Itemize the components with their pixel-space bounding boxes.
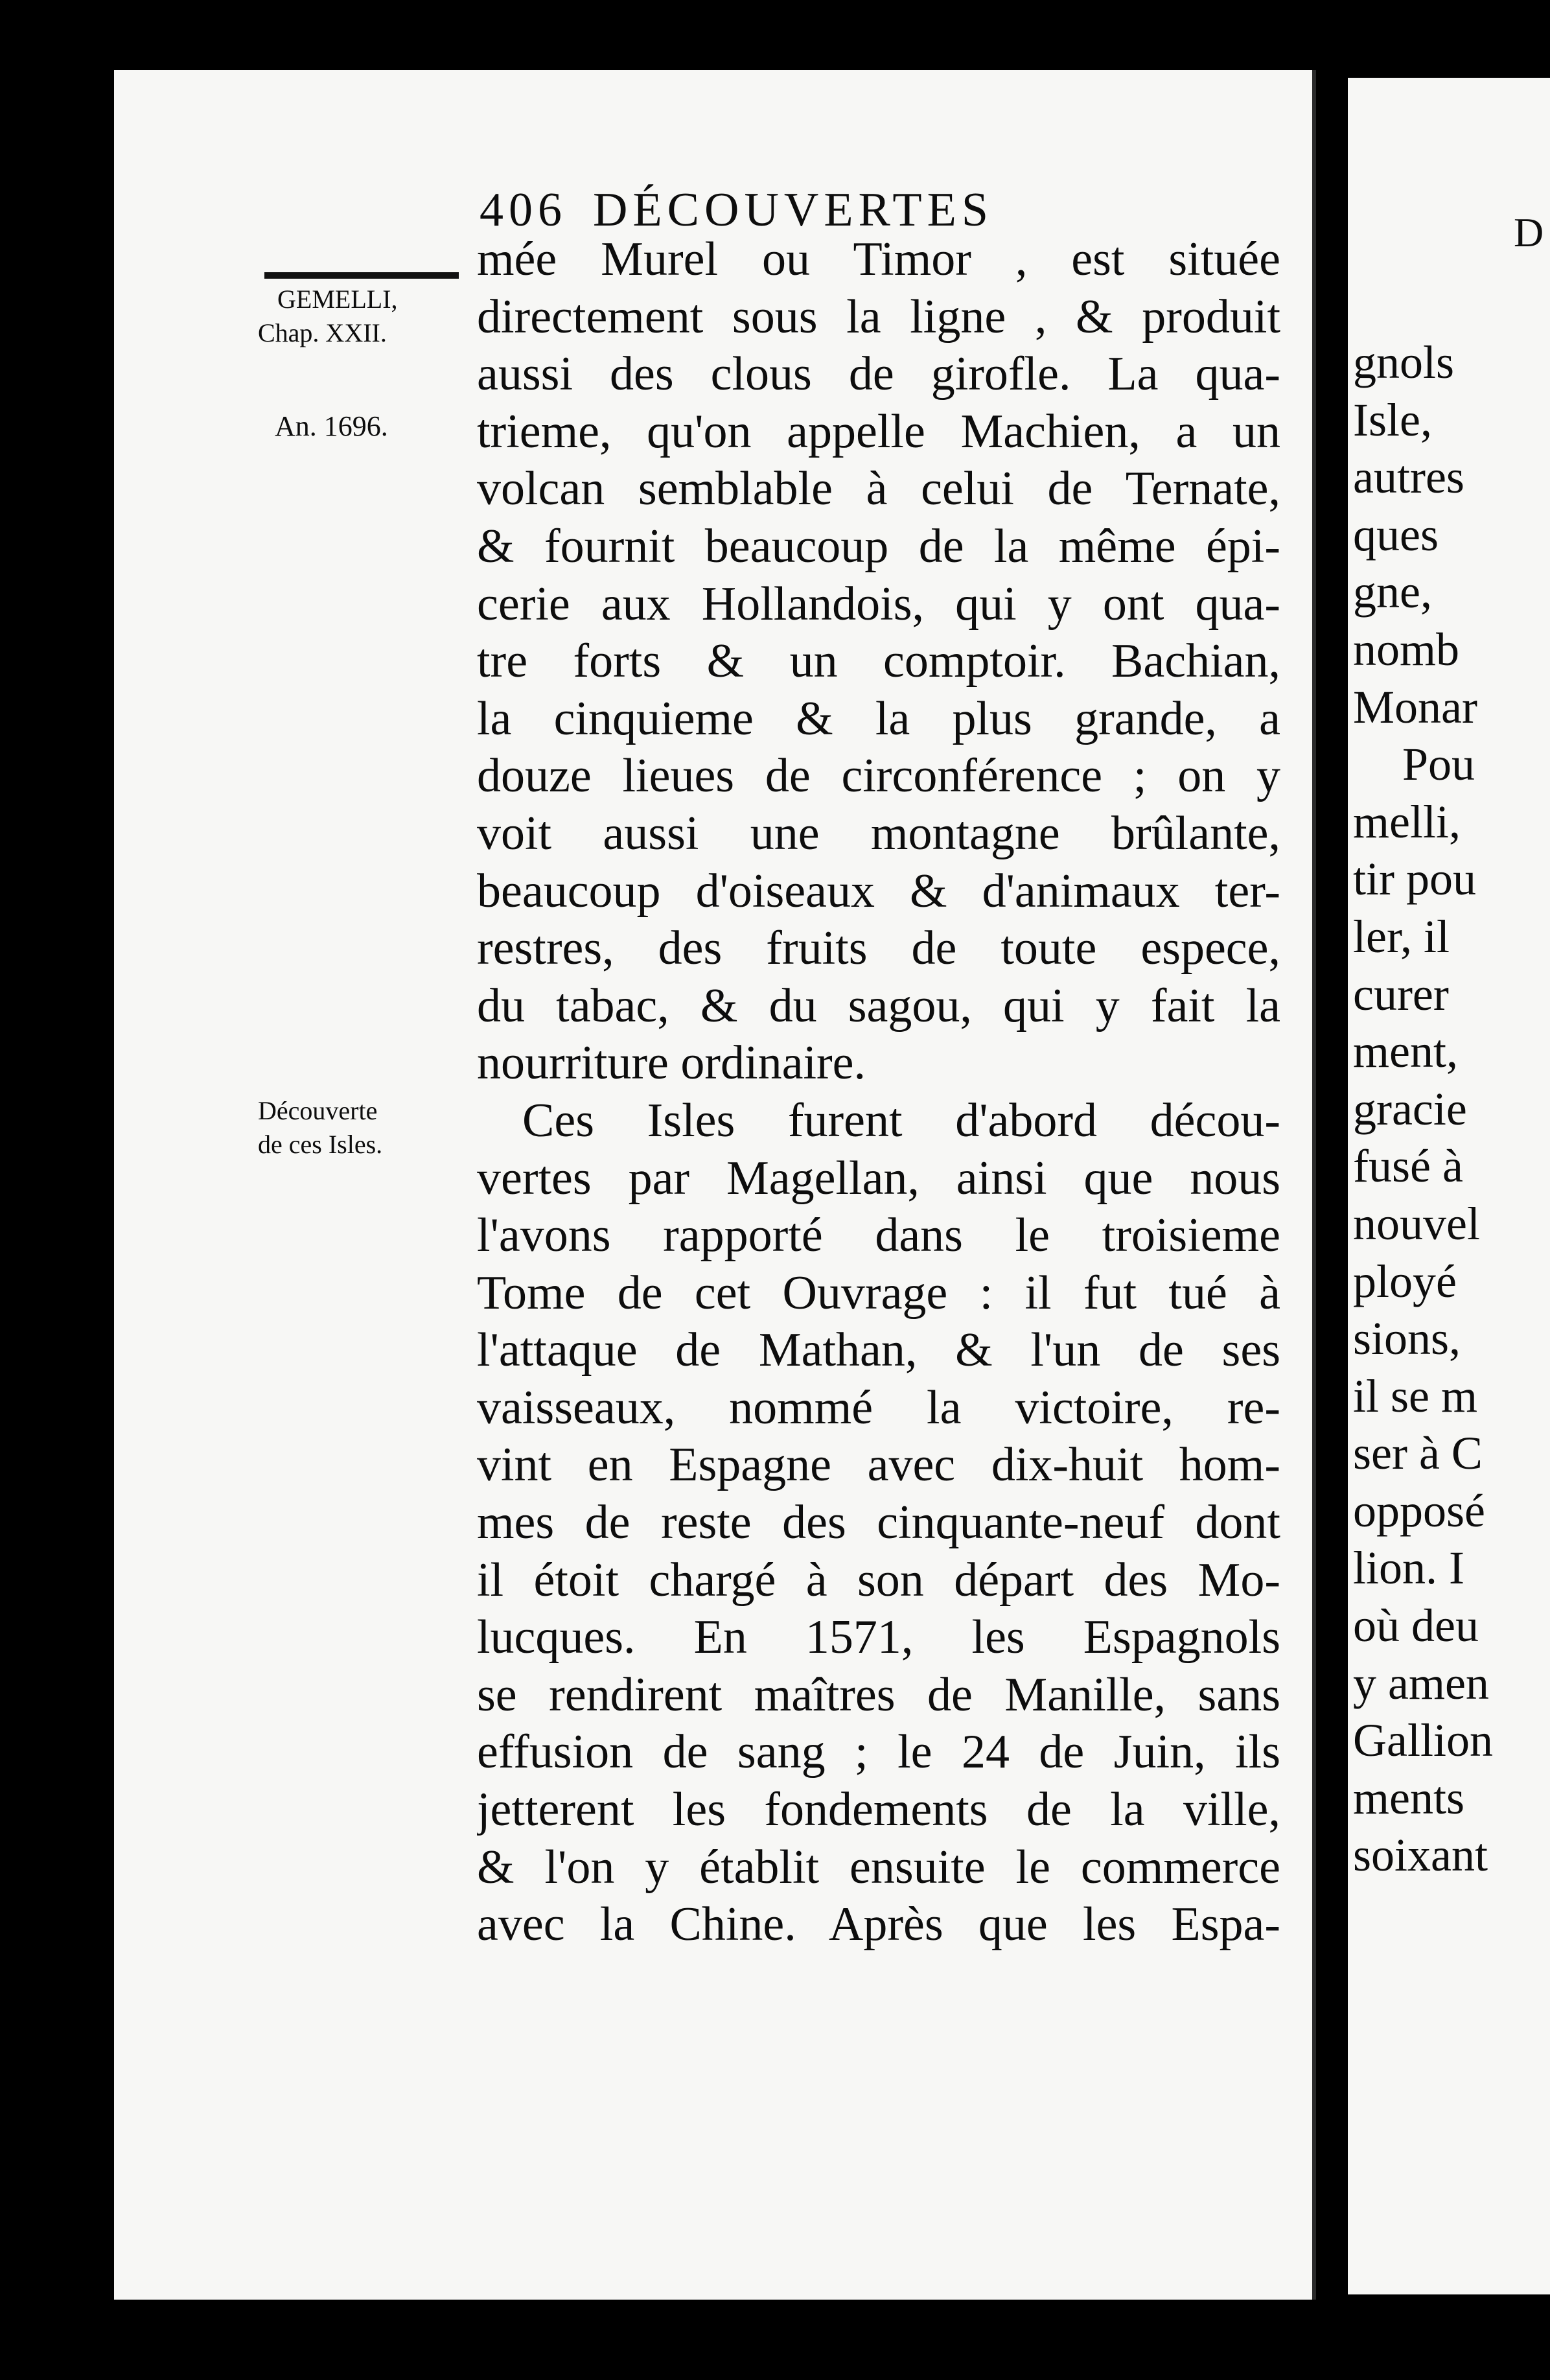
text-line: melli,: [1353, 795, 1461, 848]
margin-note-discovery-line2: de ces Isles.: [258, 1130, 383, 1159]
right-page: [1348, 78, 1550, 2294]
text-line: nouvel: [1353, 1197, 1480, 1250]
text-line: volcan semblable à celui de Ternate,: [477, 462, 1280, 516]
text-line: mée Murel ou Timor , est située: [477, 233, 1280, 286]
text-line: autres: [1353, 451, 1464, 504]
text-line: restres, des fruits de toute espece,: [477, 922, 1280, 975]
text-line: soixant: [1353, 1829, 1488, 1882]
text-line: la cinquieme & la plus grande, a: [477, 692, 1280, 745]
text-line: y amen: [1353, 1657, 1489, 1709]
text-line: & fournit beaucoup de la même épi-: [477, 519, 1280, 573]
text-line: beaucoup d'oiseaux & d'animaux ter-: [477, 864, 1280, 918]
text-line: vaisseaux, nommé la victoire, re-: [477, 1381, 1280, 1434]
text-line: vertes par Magellan, ainsi que nous: [477, 1151, 1280, 1205]
text-line: Ces Isles furent d'abord décou-: [522, 1093, 1280, 1147]
margin-note-source: [258, 283, 398, 350]
running-head-title: DÉCOUVERTES: [593, 183, 993, 237]
text-line: jetterent les fondements de la ville,: [477, 1783, 1280, 1837]
text-line: il se m: [1353, 1370, 1477, 1422]
text-line: directement sous la ligne , & produit: [477, 290, 1280, 344]
text-line: Monar: [1353, 681, 1477, 733]
text-line: Isle,: [1353, 393, 1432, 446]
text-line: Pou: [1402, 738, 1475, 791]
right-body-text: [1348, 334, 1550, 1884]
text-line: & l'on y établit ensuite le commerce: [477, 1840, 1280, 1894]
text-line: trieme, qu'on appelle Machien, a un: [477, 404, 1280, 458]
text-line: ler, il: [1353, 910, 1450, 962]
text-line: cerie aux Hollandois, qui y ont qua-: [477, 577, 1280, 631]
text-line: opposé: [1353, 1484, 1485, 1537]
text-line: effusion de sang ; le 24 de Juin, ils: [477, 1725, 1280, 1779]
margin-note-discovery-line1: Découverte: [258, 1096, 378, 1125]
text-line: se rendirent maîtres de Manille, sans: [477, 1668, 1280, 1721]
running-head: [480, 183, 993, 238]
right-running-head: D: [1514, 209, 1544, 255]
text-line: l'attaque de Mathan, & l'un de ses: [477, 1324, 1280, 1377]
text-line: ques: [1353, 508, 1439, 561]
text-line: ments: [1353, 1771, 1464, 1824]
margin-rule: [264, 272, 459, 279]
text-line: douze lieues de circonférence ; on y: [477, 749, 1280, 803]
text-line: tir pou: [1353, 853, 1476, 905]
text-line: du tabac, & du sagou, qui y fait la: [477, 979, 1280, 1032]
text-line: l'avons rapporté dans le troisieme: [477, 1209, 1280, 1263]
text-line: mes de reste des cinquante-neuf dont: [477, 1496, 1280, 1550]
text-line: gnols: [1353, 336, 1455, 388]
text-line: sions,: [1353, 1312, 1461, 1365]
text-line: tre forts & un comptoir. Bachian,: [477, 635, 1280, 688]
text-line: où deu: [1353, 1600, 1479, 1652]
text-line: fusé à: [1353, 1140, 1463, 1193]
text-line: gne,: [1353, 566, 1432, 618]
text-line: il étoit chargé à son départ des Mo-: [477, 1553, 1280, 1607]
text-line: aussi des clous de girofle. La qua-: [477, 347, 1280, 401]
text-line: ment,: [1353, 1025, 1458, 1078]
text-line: nourriture ordinaire.: [477, 1036, 866, 1090]
text-line: ployé: [1353, 1255, 1457, 1307]
text-line: curer: [1353, 968, 1449, 1020]
margin-note-chapter: Chap. XXII.: [258, 318, 387, 347]
text-line: vint en Espagne avec dix-huit hom-: [477, 1438, 1280, 1492]
text-line: Tome de cet Ouvrage : il fut tué à: [477, 1266, 1280, 1320]
body-text: [477, 231, 1280, 1954]
text-line: Gallion: [1353, 1714, 1493, 1767]
text-line: gracie: [1353, 1082, 1467, 1135]
text-line: avec la Chine. Après que les Espa-: [477, 1898, 1280, 1952]
text-line: nomb: [1353, 623, 1460, 675]
text-line: lion. I: [1353, 1542, 1464, 1594]
margin-note-year: An. 1696.: [275, 410, 388, 442]
text-line: lucques. En 1571, les Espagnols: [477, 1611, 1280, 1664]
text-line: voit aussi une montagne brûlante,: [477, 806, 1280, 860]
margin-note-discovery: [258, 1094, 382, 1161]
page-number: 406: [480, 183, 567, 237]
margin-note-author: GEMELLI,: [277, 285, 398, 314]
text-line: ser à C: [1353, 1427, 1483, 1480]
